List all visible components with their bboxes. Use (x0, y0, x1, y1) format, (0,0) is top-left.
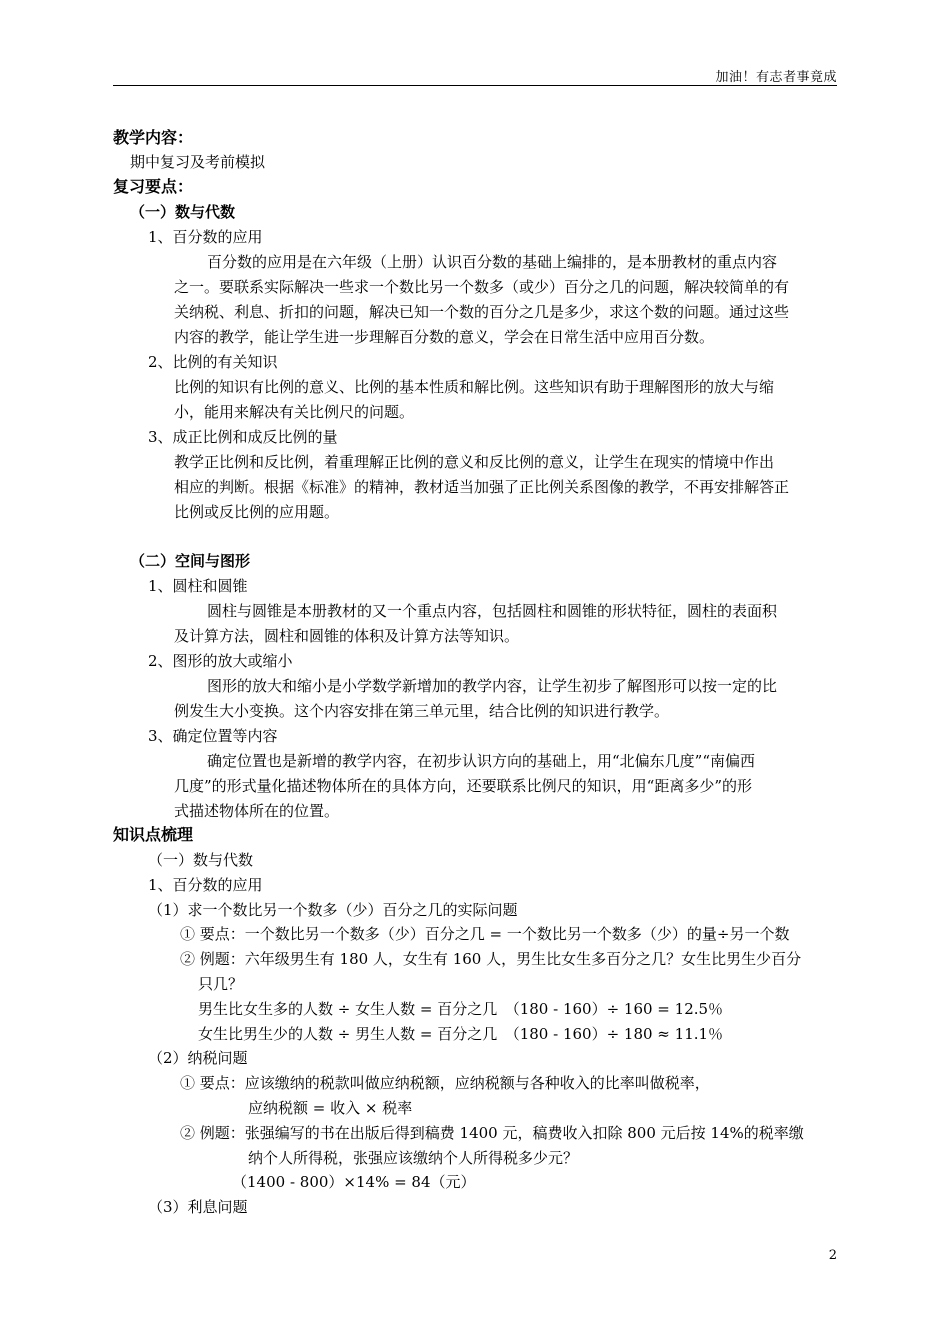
knowledge-sub2-example-line2: 纳个人所得税，张强应该缴纳个人所得税多少元？ (248, 1149, 579, 1167)
teaching-content: 期中复习及考前模拟 (130, 153, 266, 171)
p1-item1-line3: 关纳税、利息、折扣的问题，解决已知一个数的百分之几是多少，求这个数的问题。通过这些 (174, 303, 790, 321)
header-divider (113, 85, 837, 86)
header-slogan: 加油！有志者事竟成 (715, 70, 837, 85)
page-number: 2 (828, 1248, 837, 1263)
knowledge-sub1-calc2: 女生比男生少的人数 ÷ 男生人数 = 百分之几 （180 - 160）÷ 180 ≈ 11.1％ (198, 1025, 724, 1043)
p2-item3-line1: 确定位置也是新增的教学内容，在初步认识方向的基础上，用“北偏东几度”“南偏西 (207, 752, 756, 770)
knowledge-sub1-example-line1: ② 例题：六年级男生有 180 人，女生有 160 人，男生比女生多百分之几？女生比男生少百分 (180, 950, 802, 968)
knowledge-sub2-calc: （1400 - 800）×14% = 84（元） (232, 1173, 476, 1191)
knowledge-part1: （一）数与代数 (148, 851, 254, 869)
p2-item2-title: 2、图形的放大或缩小 (148, 652, 293, 670)
knowledge-sub1-example-line2: 只几？ (198, 975, 244, 993)
p1-item1-line1: 百分数的应用是在六年级（上册）认识百分数的基础上编排的，是本册教材的重点内容 (207, 253, 778, 271)
p1-item1-title: 1、百分数的应用 (148, 228, 263, 246)
knowledge-sub2: （2）纳税问题 (148, 1049, 248, 1067)
teaching-content-heading: 教学内容： (113, 128, 194, 147)
knowledge-sub2-formula: 应纳税额 = 收入 × 税率 (248, 1099, 413, 1117)
p1-item3-line2: 相应的判断。根据《标准》的精神，教材适当加强了正比例关系图像的教学，不再安排解答正 (174, 478, 790, 496)
p2-item1-title: 1、圆柱和圆锥 (148, 577, 248, 595)
knowledge-sub1-point: ① 要点：一个数比另一个数多（少）百分之几 = 一个数比另一个数多（少）的量÷另一个数 (180, 925, 790, 943)
p2-item2-line1: 图形的放大和缩小是小学数学新增加的教学内容，让学生初步了解图形可以按一定的比 (207, 677, 778, 695)
part1-heading: （一）数与代数 (130, 203, 236, 221)
p1-item3-title: 3、成正比例和成反比例的量 (148, 428, 338, 446)
p2-item3-line3: 式描述物体所在的位置。 (174, 802, 340, 820)
p1-item2-line1: 比例的知识有比例的意义、比例的基本性质和解比例。这些知识有助于理解图形的放大与缩 (174, 378, 775, 396)
p1-item1-line4: 内容的教学，能让学生进一步理解百分数的意义，学会在日常生活中应用百分数。 (174, 328, 715, 346)
p1-item1-line2: 之一。要联系实际解决一些求一个数比另一个数多（或少）百分之几的问题，解决较简单的有 (174, 278, 790, 296)
knowledge-sub2-point: ① 要点：应该缴纳的税款叫做应纳税额，应纳税额与各种收入的比率叫做税率， (180, 1074, 710, 1092)
p1-item2-title: 2、比例的有关知识 (148, 353, 278, 371)
knowledge-sub3: （3）利息问题 (148, 1198, 248, 1216)
knowledge-sub2-example-line1: ② 例题：张强编写的书在出版后得到稿费 1400 元，稿费收入扣除 800 元后按 14%的税率缴 (180, 1124, 804, 1142)
p2-item3-line2: 几度”的形式量化描述物体所在的具体方向，还要联系比例尺的知识，用“距离多少”的形 (174, 777, 753, 795)
review-heading: 复习要点： (113, 177, 194, 196)
knowledge-item1: 1、百分数的应用 (148, 876, 263, 894)
p2-item3-title: 3、确定位置等内容 (148, 727, 278, 745)
part2-heading: （二）空间与图形 (130, 552, 251, 570)
p2-item1-line2: 及计算方法，圆柱和圆锥的体积及计算方法等知识。 (174, 627, 520, 645)
p2-item2-line2: 例发生大小变换。这个内容安排在第三单元里，结合比例的知识进行教学。 (174, 702, 670, 720)
p1-item3-line1: 教学正比例和反比例，着重理解正比例的意义和反比例的意义，让学生在现实的情境中作出 (174, 453, 775, 471)
knowledge-sub1-calc1: 男生比女生多的人数 ÷ 女生人数 = 百分之几 （180 - 160）÷ 160 = 12.5％ (198, 1000, 724, 1018)
knowledge-sub1: （1）求一个数比另一个数多（少）百分之几的实际问题 (148, 901, 518, 919)
p2-item1-line1: 圆柱与圆锥是本册教材的又一个重点内容，包括圆柱和圆锥的形状特征，圆柱的表面积 (207, 602, 778, 620)
p1-item3-line3: 比例或反比例的应用题。 (174, 503, 340, 521)
p1-item2-line2: 小，能用来解决有关比例尺的问题。 (174, 403, 415, 421)
knowledge-heading: 知识点梳理 (113, 825, 194, 844)
